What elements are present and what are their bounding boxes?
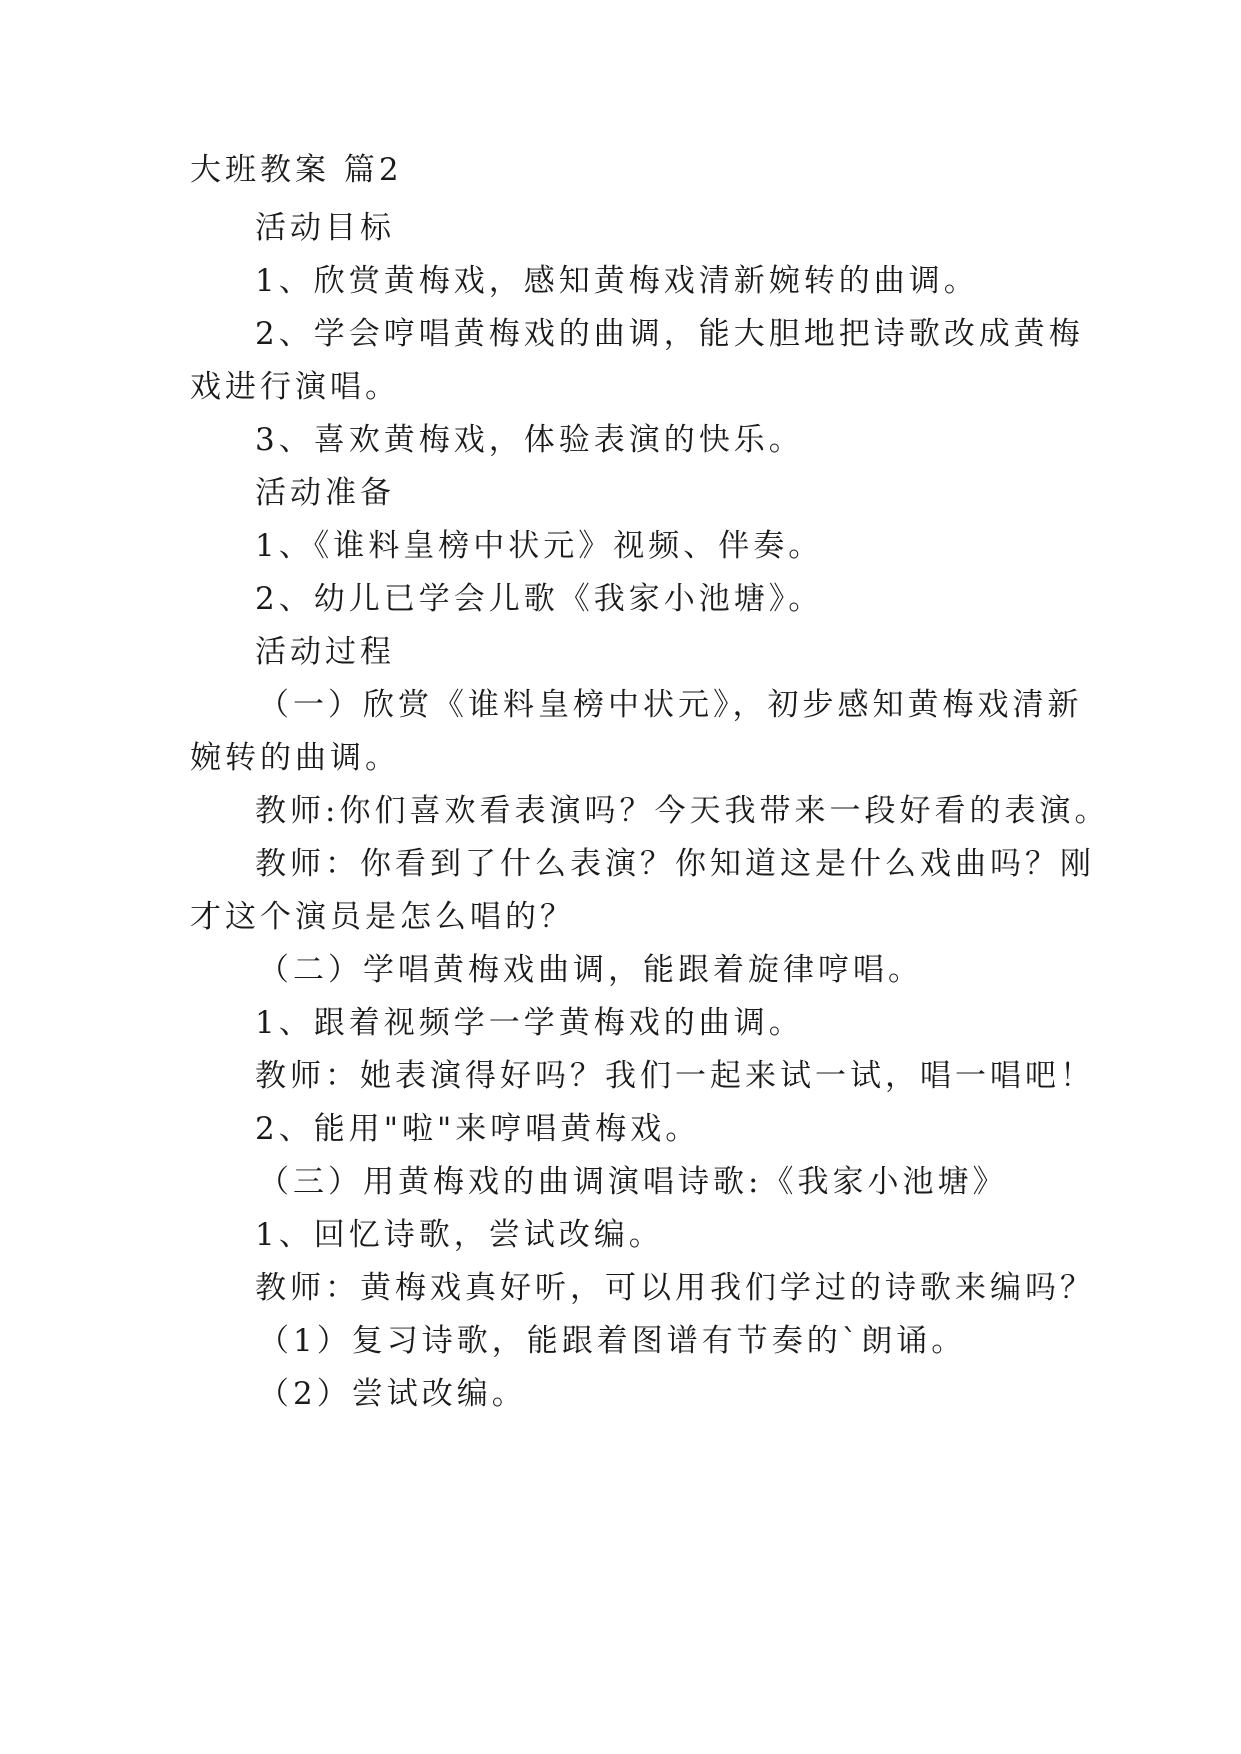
section-heading-goals: 活动目标 xyxy=(255,210,395,246)
paragraph-line: 教师：你看到了什么表演？你知道这是什么戏曲吗？刚 xyxy=(255,846,1095,882)
section-heading-process: 活动过程 xyxy=(255,634,395,670)
paragraph-line: （2）尝试改编。 xyxy=(258,1376,527,1412)
paragraph-line: 1、《谁料皇榜中状元》视频、伴奏。 xyxy=(255,528,824,564)
paragraph-line: 1、欣赏黄梅戏，感知黄梅戏清新婉转的曲调。 xyxy=(255,263,979,299)
paragraph-line: 教师:你们喜欢看表演吗？今天我带来一段好看的表演。 xyxy=(255,793,1110,829)
paragraph-line: 教师：黄梅戏真好听，可以用我们学过的诗歌来编吗？ xyxy=(255,1270,1095,1306)
paragraph-line: 才这个演员是怎么唱的？ xyxy=(190,899,575,935)
paragraph-line: （二）学唱黄梅戏曲调，能跟着旋律哼唱。 xyxy=(258,952,923,988)
paragraph-line: 教师：她表演得好吗？我们一起来试一试，唱一唱吧！ xyxy=(255,1058,1095,1094)
paragraph-line: 1、跟着视频学一学黄梅戏的曲调。 xyxy=(255,1005,804,1041)
paragraph-line: 婉转的曲调。 xyxy=(190,740,400,776)
paragraph-line: （1）复习诗歌，能跟着图谱有节奏的`朗诵。 xyxy=(258,1323,967,1359)
paragraph-line: 2、能用"啦"来哼唱黄梅戏。 xyxy=(255,1111,701,1147)
paragraph-line: 2、学会哼唱黄梅戏的曲调，能大胆地把诗歌改成黄梅 xyxy=(255,316,1084,352)
paragraph-line: 2、幼儿已学会儿歌《我家小池塘》。 xyxy=(255,581,824,617)
section-heading-preparation: 活动准备 xyxy=(255,475,395,511)
document-title: 大班教案 篇2 xyxy=(190,152,403,188)
paragraph-line: 1、回忆诗歌，尝试改编。 xyxy=(255,1217,664,1253)
paragraph-line: （三）用黄梅戏的曲调演唱诗歌:《我家小池塘》 xyxy=(258,1164,1008,1200)
paragraph-line: （一）欣赏《谁料皇榜中状元》，初步感知黄梅戏清新 xyxy=(258,687,1083,723)
paragraph-line: 戏进行演唱。 xyxy=(190,369,400,405)
paragraph-line: 3、喜欢黄梅戏，体验表演的快乐。 xyxy=(255,422,804,458)
